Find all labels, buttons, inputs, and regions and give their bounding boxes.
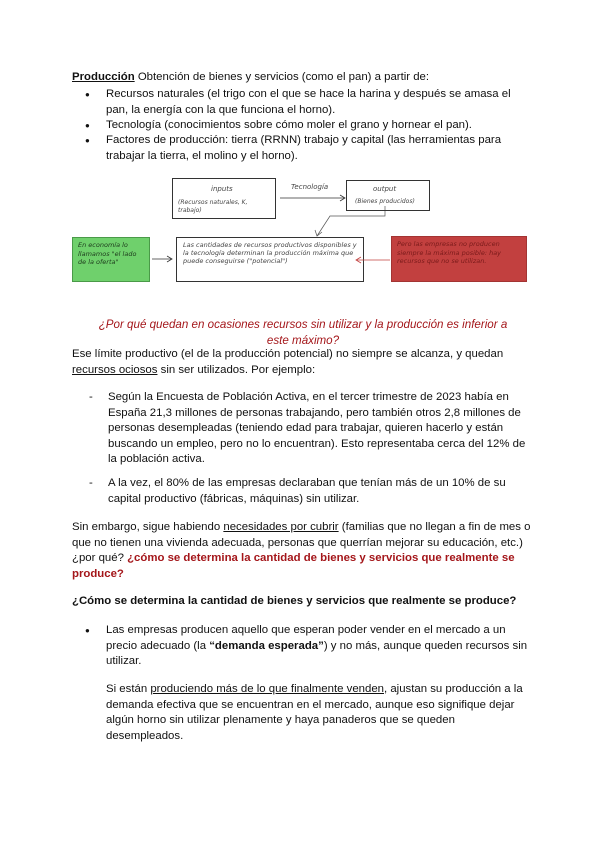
produccion-term: Producción [72, 71, 135, 83]
produciendo-mas-term: produciendo más de lo que finalmente venden [150, 683, 384, 695]
bullet-recursos: ● Recursos naturales (el trigo con el que se hace la harina y después se amasa el pan, la energía con la que funciona el horno). [106, 87, 531, 118]
red-arrow [352, 255, 394, 265]
bullet-tecnologia: ● Tecnología (conocimientos sobre cómo moler el grano y hornear el pan). [106, 118, 531, 134]
output-box [346, 180, 430, 211]
ajuste-produccion-paragraph: Si están produciendo más de lo que finalmente venden, ajustan su producción a la demanda efectiva que se encuentran en el mercado, aunque eso signifique dejar algún horno sin utilizar plenamente y haya panaderos que se queden desempleados. [106, 683, 523, 742]
produccion-definition: Producción Obtención de bienes y servicios (como el pan) a partir de: [72, 71, 430, 83]
center-note: Las cantidades de recursos productivos disponibles y la tecnología determinan la producción máxima que puede conseguirse ("potencial") [176, 237, 364, 282]
demanda-esperada-bullet: ● Las empresas producen aquello que esperan poder vender en el mercado a un precio adecuado (la “demanda esperada”) y no más, aunque queden recursos sin utilizar. [106, 623, 532, 670]
red-note: Pero las empresas no producen siempre la máxima posible: hay recursos que no se utilizan. [391, 236, 527, 282]
necesidades-term: necesidades por cubrir [223, 521, 339, 533]
demanda-esperada-term: “demanda esperada” [209, 639, 324, 652]
example-empresas: - A la vez, el 80% de las empresas declaraban que tenían más de un 10% de su capital productivo (fábricas, máquinas) sin utilizar. [108, 476, 533, 507]
example-epa: - Según la Encuesta de Población Activa, en el tercer trimestre de 2023 había en España 21,3 millones de personas trabajando, pero también otros 2,8 millones de personas desempleadas (teniendo edad para trabajar, quieren hacerlo y están buscando un empleo, pero no lo encuentran). Esto representaba cerca del 12% de la población activa. [108, 390, 533, 468]
recursos-ociosos-term: recursos ociosos [72, 363, 158, 376]
question-recursos-sin-utilizar: ¿Por qué quedan en ocasiones recursos sin utilizar y la producción es inferior a este máximo? [98, 318, 508, 347]
inputs-box [172, 178, 276, 219]
bullet-factores: ● Factores de producción: tierra (RRNN) trabajo y capital (las herramientas para trabajar la tierra, el molino y el horno). [106, 133, 531, 164]
green-note: En economía lo llamamos "el lado de la oferta" [72, 237, 150, 282]
inputs-label: inputs [211, 185, 233, 193]
green-arrow [150, 254, 176, 264]
inputs-sub: (Recursos naturales, K, trabajo) [178, 199, 248, 214]
limite-productivo-paragraph: Ese límite productivo (el de la producción potencial) no siempre se alcanza, y quedan recursos ociosos sin ser utilizados. Por ejemplo: [72, 348, 504, 376]
output-sub: (Bienes producidos) [355, 198, 415, 205]
section-heading: ¿Cómo se determina la cantidad de bienes y servicios que realmente se produce? [72, 595, 517, 607]
needs-question: ¿cómo se determina la cantidad de bienes y servicios que realmente se produce? [72, 552, 515, 580]
technology-label: Tecnología [291, 183, 329, 191]
necesidades-paragraph: Sin embargo, sigue habiendo necesidades por cubrir (familias que no llegan a fin de mes o que no tienen una vivienda adecuada, personas que querrían mejorar su educación, etc.) ¿por qué? ¿cómo se determina la cantidad de bienes y servicios que realmente se produce? [72, 521, 531, 580]
output-label: output [373, 185, 397, 193]
